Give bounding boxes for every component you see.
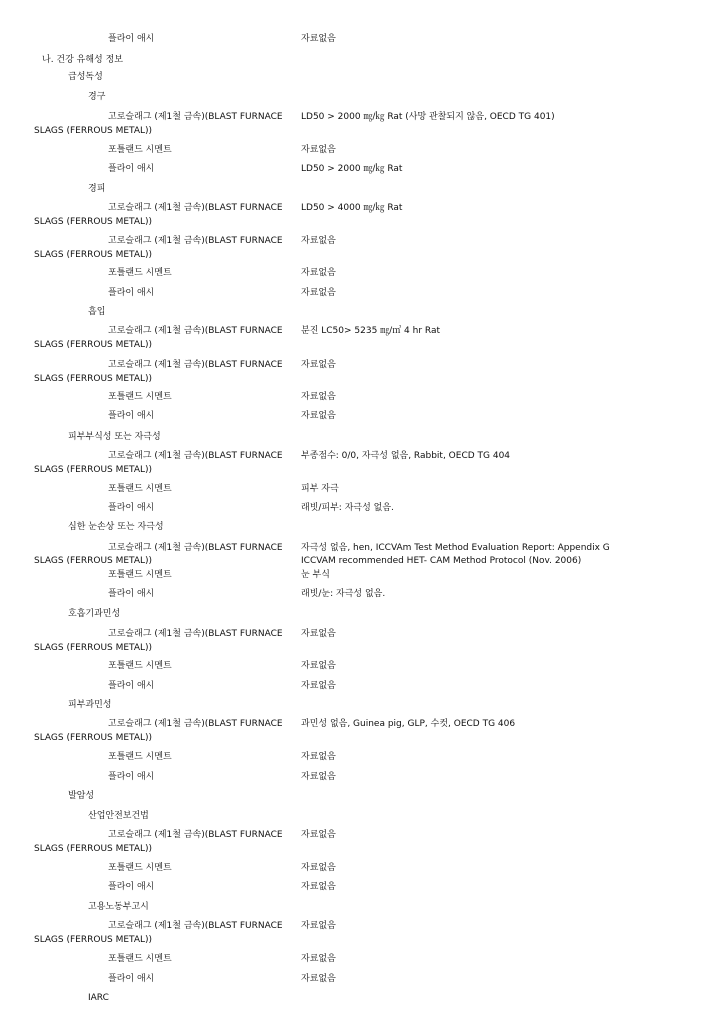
row-label: 플라이 애시 — [108, 288, 155, 298]
row-label-continuation: SLAGS (FERROUS METAL)) — [34, 374, 153, 384]
row-label: 고로슬래그 (제1철 금속)(BLAST FURNACE — [108, 830, 283, 840]
row-label: 고로슬래그 (제1철 금속)(BLAST FURNACE — [108, 719, 283, 729]
category-heading: 경피 — [88, 184, 106, 194]
row-label-continuation: SLAGS (FERROUS METAL)) — [34, 844, 153, 854]
subsection-heading: 피부부식성 또는 자극성 — [68, 432, 161, 442]
row-label: 플라이 애시 — [108, 589, 155, 599]
row-label: 고로슬래그 (제1철 금속)(BLAST FURNACE — [108, 451, 283, 461]
subsection-heading: 심한 눈손상 또는 자극성 — [68, 522, 164, 532]
subsection-heading: 피부과민성 — [68, 700, 112, 710]
row-value: 자료없음 — [301, 268, 336, 278]
category-heading: 흡입 — [88, 307, 106, 317]
row-value: 자료없음 — [301, 681, 336, 691]
row-value: 눈 부식 — [301, 570, 330, 580]
row-label: 포틀랜드 시멘트 — [108, 752, 172, 762]
row-value: 자료없음 — [301, 360, 336, 370]
row-value: LD50 > 2000 ㎎/㎏ Rat — [301, 164, 403, 174]
subsection-heading: 발암성 — [68, 791, 95, 801]
row-label: 고로슬래그 (제1철 금속)(BLAST FURNACE — [108, 921, 283, 931]
row-value: 래빗/피부: 자극성 없음. — [301, 503, 394, 513]
row-label: 고로슬래그 (제1철 금속)(BLAST FURNACE — [108, 112, 283, 122]
row-value: 자극성 없음, hen, ICCVAm Test Method Evaluation Report: Appendix G — [301, 543, 610, 553]
row-value: 자료없음 — [301, 629, 336, 639]
subsection-heading: 급성독성 — [68, 72, 103, 82]
row-value: 자료없음 — [301, 236, 336, 246]
row-label-continuation: SLAGS (FERROUS METAL)) — [34, 733, 153, 743]
row-label-continuation: SLAGS (FERROUS METAL)) — [34, 556, 153, 566]
row-value: 자료없음 — [301, 830, 336, 840]
row-label: 고로슬래그 (제1철 금속)(BLAST FURNACE — [108, 326, 283, 336]
row-label-continuation: SLAGS (FERROUS METAL)) — [34, 465, 153, 475]
row-label: 포틀랜드 시멘트 — [108, 484, 172, 494]
row-label-continuation: SLAGS (FERROUS METAL)) — [34, 217, 153, 227]
row-label-continuation: SLAGS (FERROUS METAL)) — [34, 126, 153, 136]
row-label: 플라이 애시 — [108, 681, 155, 691]
row-label: 포틀랜드 시멘트 — [108, 570, 172, 580]
row-label: 포틀랜드 시멘트 — [108, 954, 172, 964]
row-value: 자료없음 — [301, 392, 336, 402]
row-label: 포틀랜드 시멘트 — [108, 863, 172, 873]
row-value-continuation: ICCVAM recommended HET- CAM Method Protocol (Nov. 2006) — [301, 556, 582, 566]
row-label: 포틀랜드 시멘트 — [108, 145, 172, 155]
row-value: LD50 > 4000 ㎎/㎏ Rat — [301, 203, 403, 213]
row-label: 고로슬래그 (제1철 금속)(BLAST FURNACE — [108, 236, 283, 246]
row-label: 고로슬래그 (제1철 금속)(BLAST FURNACE — [108, 360, 283, 370]
row-value: 자료없음 — [301, 882, 336, 892]
row-label: 포틀랜드 시멘트 — [108, 268, 172, 278]
category-heading: IARC — [88, 993, 109, 1003]
row-value: 래빗/눈: 자극성 없음. — [301, 589, 386, 599]
subsection-heading: 호흡기과민성 — [68, 609, 121, 619]
row-value: 피부 자극 — [301, 484, 339, 494]
category-heading: 고용노동부고시 — [88, 902, 149, 912]
category-heading: 경구 — [88, 92, 106, 102]
row-value: 자료없음 — [301, 863, 336, 873]
row-label: 플라이 애시 — [108, 34, 155, 44]
row-label: 플라이 애시 — [108, 772, 155, 782]
category-heading: 산업안전보건법 — [88, 811, 149, 821]
row-value: 자료없음 — [301, 752, 336, 762]
row-label-continuation: SLAGS (FERROUS METAL)) — [34, 340, 153, 350]
row-value: 자료없음 — [301, 772, 336, 782]
row-value: 자료없음 — [301, 954, 336, 964]
row-label: 플라이 애시 — [108, 164, 155, 174]
row-value: LD50 > 2000 ㎎/㎏ Rat (사망 관찰되지 않음, OECD TG 401) — [301, 112, 555, 122]
row-value: 자료없음 — [301, 411, 336, 421]
row-label: 포틀랜드 시멘트 — [108, 392, 172, 402]
row-label: 고로슬래그 (제1철 금속)(BLAST FURNACE — [108, 629, 283, 639]
row-label-continuation: SLAGS (FERROUS METAL)) — [34, 643, 153, 653]
row-label: 플라이 애시 — [108, 411, 155, 421]
row-value: 부종점수: 0/0, 자극성 없음, Rabbit, OECD TG 404 — [301, 451, 511, 461]
row-label: 플라이 애시 — [108, 974, 155, 984]
row-value: 자료없음 — [301, 974, 336, 984]
row-value: 자료없음 — [301, 661, 336, 671]
row-value: 분진 LC50> 5235 ㎎/㎥ 4 hr Rat — [301, 326, 441, 336]
row-label: 플라이 애시 — [108, 882, 155, 892]
row-value: 자료없음 — [301, 921, 336, 931]
row-label: 고로슬래그 (제1철 금속)(BLAST FURNACE — [108, 543, 283, 553]
row-value: 자료없음 — [301, 288, 336, 298]
row-value: 자료없음 — [301, 34, 336, 44]
row-label-continuation: SLAGS (FERROUS METAL)) — [34, 935, 153, 945]
row-value: 자료없음 — [301, 145, 336, 155]
row-label-continuation: SLAGS (FERROUS METAL)) — [34, 250, 153, 260]
row-label: 포틀랜드 시멘트 — [108, 661, 172, 671]
section-heading: 나. 건강 유해성 정보 — [42, 55, 123, 65]
row-label: 고로슬래그 (제1철 금속)(BLAST FURNACE — [108, 203, 283, 213]
row-label: 플라이 애시 — [108, 503, 155, 513]
row-value: 과민성 없음, Guinea pig, GLP, 수컷, OECD TG 406 — [301, 719, 516, 729]
